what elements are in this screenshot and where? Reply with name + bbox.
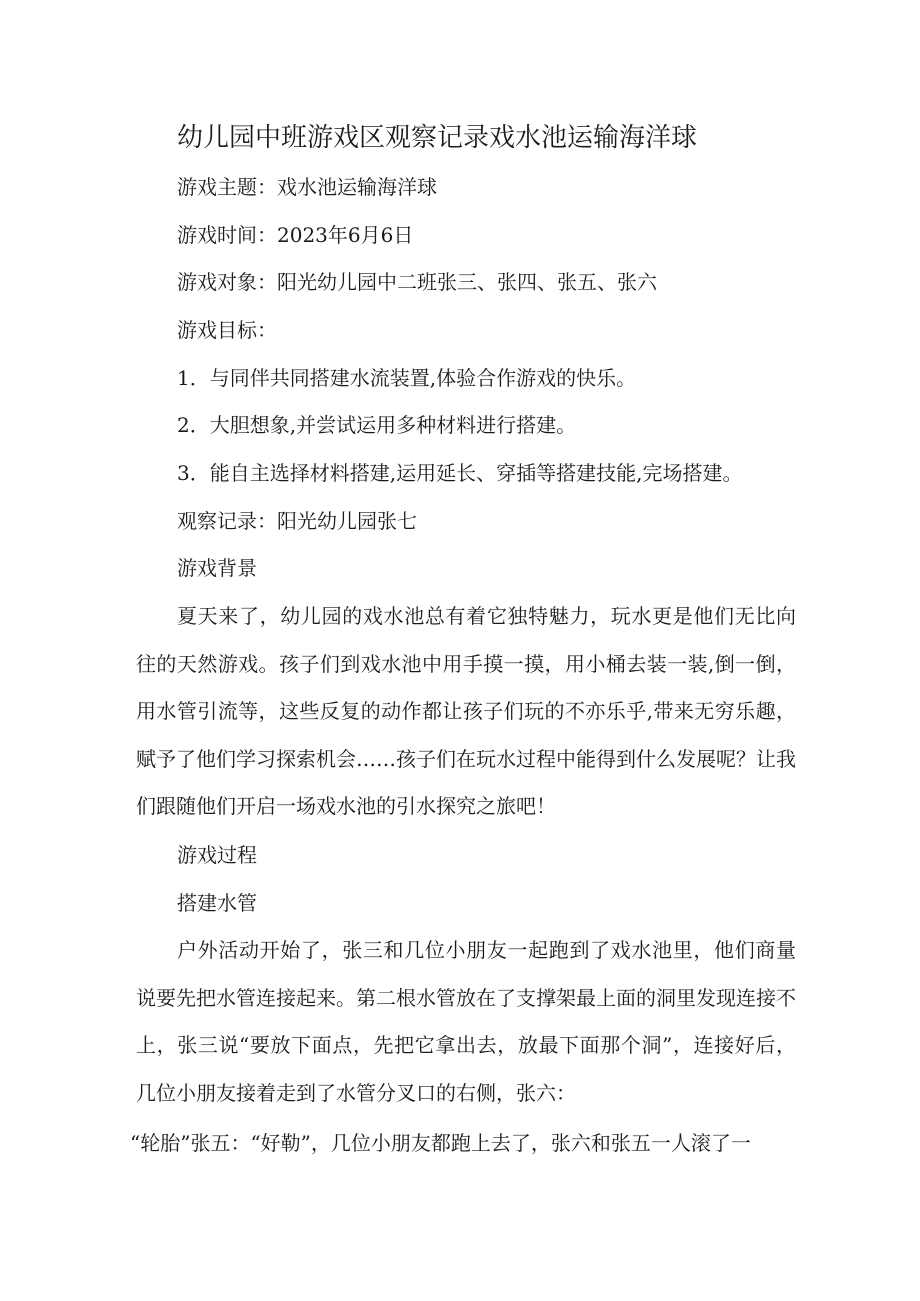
continuation-line: “轮胎”张五：“好勒”，几位小朋友都跑上去了，张六和张五一人滚了一 [130,1131,751,1155]
observer-line: 观察记录：阳光幼儿园张七 [177,509,417,533]
goal-item: 2．大胆想象,并尝试运用多种材料进行搭建。 [177,413,577,437]
goals-heading: 游戏目标： [177,318,277,342]
document-title: 幼儿园中班游戏区观察记录戏水池运输海洋球 [177,123,698,153]
background-heading: 游戏背景 [177,556,257,580]
game-theme: 游戏主题：戏水池运输海洋球 [177,175,437,199]
process-paragraph: 户外活动开始了，张三和几位小朋友一起跑到了戏水池里，他们商量说要先把水管连接起来。第二根水管放在了支撑架最上面的洞里发现连接不上，张三说“要放下面点，先把它拿出去，放最下面那个洞”，连接好后，几位小朋友接着走到了水管分叉口的右侧，张六： [136,938,796,1105]
subheading: 搭建水管 [177,891,257,915]
game-time: 游戏时间：2023年6月6日 [177,223,414,247]
game-subjects: 游戏对象：阳光幼儿园中二班张三、张四、张五、张六 [177,270,657,294]
goal-item: 3．能自主选择材料搭建,运用延长、穿插等搭建技能,完场搭建。 [177,461,743,485]
goal-item: 1．与同伴共同搭建水流装置,体验合作游戏的快乐。 [177,366,637,390]
background-paragraph: 夏天来了，幼儿园的戏水池总有着它独特魅力，玩水更是他们无比向往的天然游戏。孩子们到戏水池中用手摸一摸，用小桶去装一装,倒一倒，用水管引流等，这些反复的动作都让孩子们玩的不亦乐乎,带来无穷乐趣，赋予了他们学习探索机会……孩子们在玩水过程中能得到什么发展呢？让我们跟随他们开启一场戏水池的引水探究之旅吧！ [136,604,796,818]
process-heading: 游戏过程 [177,843,257,867]
